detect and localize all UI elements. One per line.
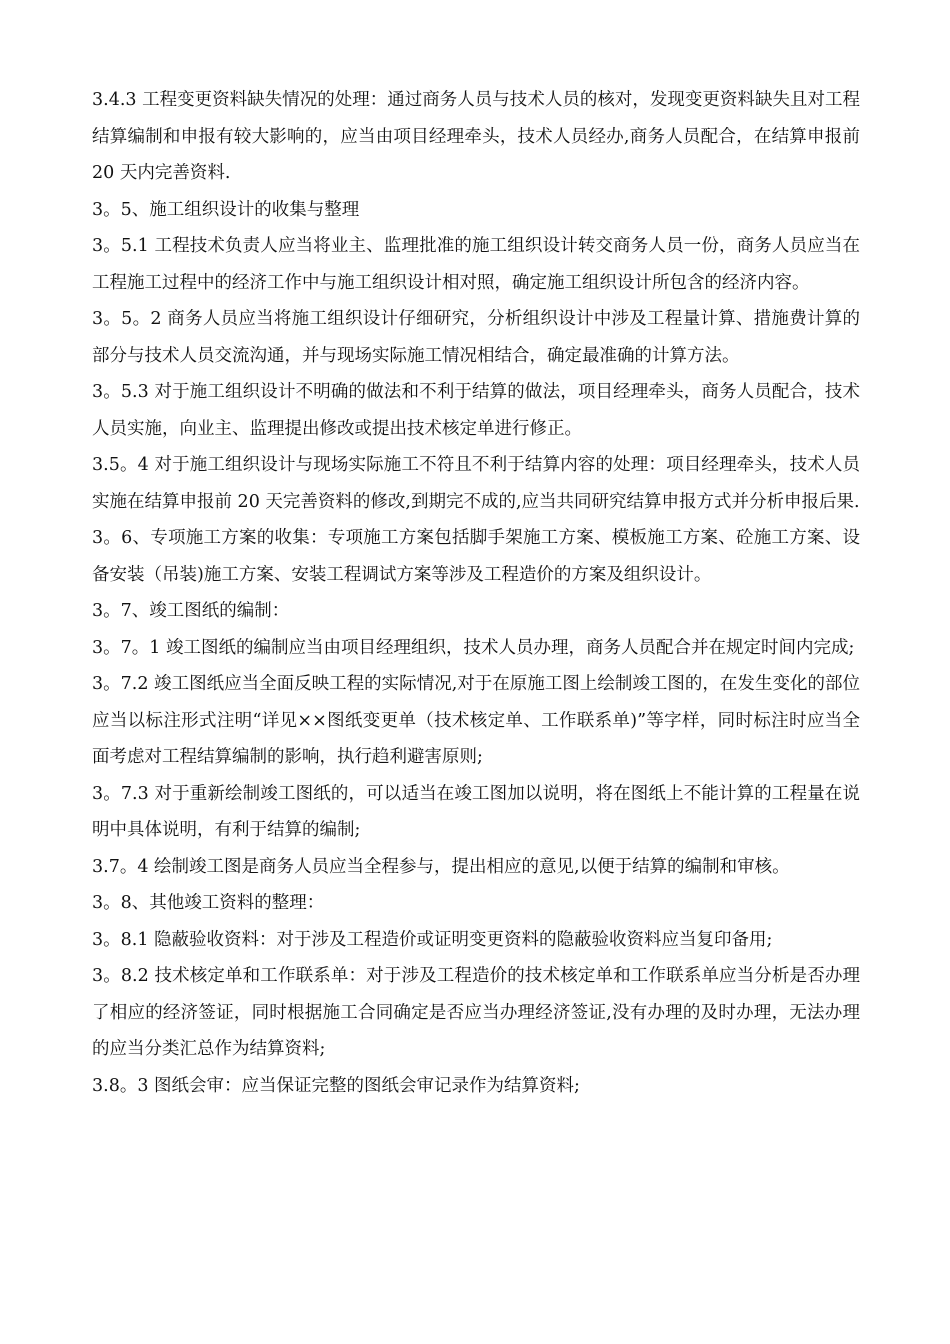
paragraph-3-7-3: 3。7.3 对于重新绘制竣工图纸的，可以适当在竣工图加以说明，将在图纸上不能计算的工程量在说明中具体说明，有利于结算的编制; [92, 783, 860, 840]
heading-3-8: 3。8、其他竣工资料的整理： [92, 893, 325, 913]
heading-3-5: 3。5、施工组织设计的收集与整理 [92, 199, 360, 220]
paragraph-3-5-2: 3。5。2 商务人员应当将施工组织设计仔细研究，分析组织设计中涉及工程量计算、措施费计算的部分与技术人员交流沟通，并与现场实际施工情况相结合，确定最准确的计算方法。 [92, 309, 860, 366]
paragraph-3-4-3: 3.4.3 工程变更资料缺失情况的处理：通过商务人员与技术人员的核对，发现变更资料缺失且对工程结算编制和申报有较大影响的，应当由项目经理牵头，技术人员经办,商务人员配合，在结算申报前 20 天内完善资料. [92, 90, 860, 183]
paragraph-3-7-4: 3.7。4 绘制竣工图是商务人员应当全程参与，提出相应的意见,以便于结算的编制和审核。 [92, 856, 790, 877]
paragraph-3-5-1: 3。5.1 工程技术负责人应当将业主、监理批准的施工组织设计转交商务人员一份，商务人员应当在工程施工过程中的经济工作中与施工组织设计相对照，确定施工组织设计所包含的经济内容。 [92, 236, 860, 293]
heading-3-7: 3。7、竣工图纸的编制： [92, 601, 290, 621]
paragraph-3-5-3: 3。5.3 对于施工组织设计不明确的做法和不利于结算的做法，项目经理牵头，商务人员配合，技术人员实施，向业主、监理提出修改或提出技术核定单进行修正。 [92, 382, 860, 439]
paragraph-3-8-2: 3。8.2 技术核定单和工作联系单：对于涉及工程造价的技术核定单和工作联系单应当分析是否办理了相应的经济签证，同时根据施工合同确定是否应当办理经济签证,没有办理的及时办理，无法办理的应当分类汇总作为结算资料; [92, 966, 860, 1059]
paragraph-3-8-3: 3.8。3 图纸会审：应当保证完整的图纸会审记录作为结算资料; [92, 1075, 580, 1096]
paragraph-3-7-2: 3。7.2 竣工图纸应当全面反映工程的实际情况,对于在原施工图上绘制竣工图的，在发生变化的部位应当以标注形式注明“详见××图纸变更单（技术核定单、工作联系单)”等字样，同时标注时应当全面考虑对工程结算编制的影响，执行趋利避害原则; [92, 674, 860, 767]
paragraph-3-5-4: 3.5。4 对于施工组织设计与现场实际施工不符且不利于结算内容的处理：项目经理牵头，技术人员实施在结算申报前 20 天完善资料的修改,到期完不成的,应当共同研究结算申报方式并分析申报后果. [92, 455, 860, 512]
paragraph-3-7-1: 3。7。1 竣工图纸的编制应当由项目经理组织，技术人员办理，商务人员配合并在规定时间内完成; [92, 637, 855, 658]
paragraph-3-6: 3。6、专项施工方案的收集：专项施工方案包括脚手架施工方案、模板施工方案、砼施工方案、设备安装（吊装)施工方案、安装工程调试方案等涉及工程造价的方案及组织设计。 [92, 528, 860, 585]
document-page [92, 82, 860, 1104]
paragraph-3-8-1: 3。8.1 隐蔽验收资料：对于涉及工程造价或证明变更资料的隐蔽验收资料应当复印备用; [92, 929, 773, 950]
